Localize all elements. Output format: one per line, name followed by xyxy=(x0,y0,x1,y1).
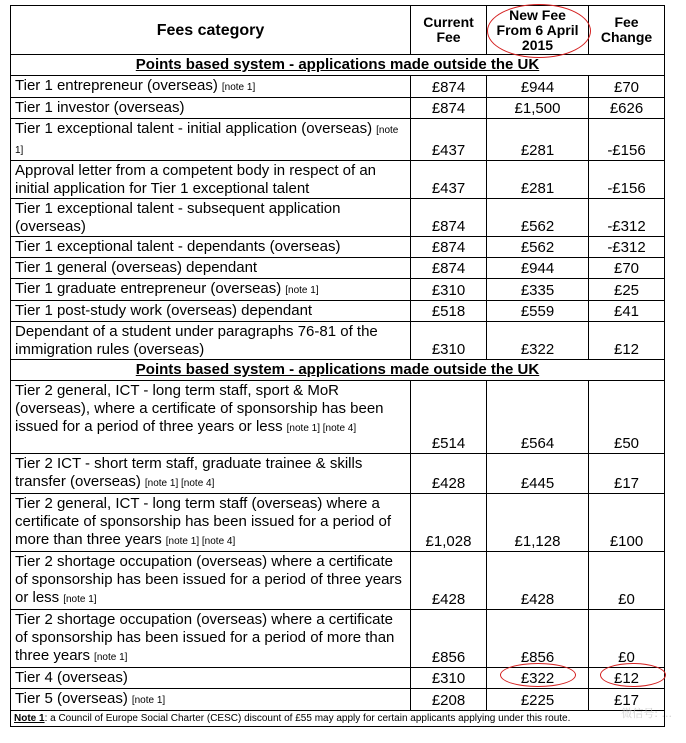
fees-table xyxy=(10,5,665,727)
new-fee: £944 xyxy=(487,76,589,98)
fee-category xyxy=(11,689,411,711)
new-fee: £225 xyxy=(487,689,589,711)
fee-category xyxy=(11,301,411,322)
fee-row xyxy=(11,76,665,98)
current-fee: £874 xyxy=(411,237,487,258)
fee-row xyxy=(11,322,665,360)
fee-row xyxy=(11,119,665,161)
fee-category xyxy=(11,381,411,454)
footnote-label: Note 1 xyxy=(14,713,45,724)
fee-category-label: Tier 1 general (overseas) dependant xyxy=(15,259,258,276)
current-fee: £514 xyxy=(411,381,487,454)
footnote-text: : a Council of Europe Social Charter (CESC) discount of £55 may apply for certain applicants applying under this route. xyxy=(44,713,571,724)
fee-change: £0 xyxy=(589,552,665,610)
footnote-row xyxy=(11,711,665,727)
fee-change: £17 xyxy=(589,689,665,711)
fee-category xyxy=(11,76,411,98)
header-fee-change: Fee Change xyxy=(589,6,665,55)
new-fee: £322 xyxy=(487,322,589,360)
fee-note: [note 1] xyxy=(285,285,319,296)
fee-row xyxy=(11,381,665,454)
section-row xyxy=(11,360,665,381)
fee-change: -£312 xyxy=(589,237,665,258)
fee-category-label: Tier 2 shortage occupation (overseas) where a certificate of sponsorship has been issued for a period of three years or less xyxy=(15,553,402,606)
current-fee: £437 xyxy=(411,119,487,161)
fee-note: [note 1] xyxy=(221,82,256,93)
fee-category xyxy=(11,610,411,668)
header-new-fee: New Fee From 6 April 2015 xyxy=(487,6,589,55)
fee-category-label: Tier 1 entrepreneur (overseas) xyxy=(15,77,218,94)
fee-category-label: Tier 1 exceptional talent - subsequent application (overseas) xyxy=(15,200,341,235)
current-fee: £428 xyxy=(411,552,487,610)
fee-row xyxy=(11,454,665,494)
fee-category-label: Dependant of a student under paragraphs 76-81 of the immigration rules (overseas) xyxy=(15,323,378,358)
fee-note: [note 1] xyxy=(94,652,128,663)
new-fee: £428 xyxy=(487,552,589,610)
current-fee: £310 xyxy=(411,668,487,689)
fee-note: [note 1] xyxy=(131,695,166,706)
fee-category xyxy=(11,199,411,237)
new-fee: £445 xyxy=(487,454,589,494)
fee-note: [note 1] [note 4] xyxy=(286,423,357,434)
fee-category xyxy=(11,279,411,301)
fee-category-label: Tier 2 general, ICT - long term staff, sport & MoR (overseas), where a certificate of sponsorship has been issued for a period of three years or less xyxy=(15,382,384,435)
current-fee: £856 xyxy=(411,610,487,668)
fee-change: £17 xyxy=(589,454,665,494)
current-fee: £874 xyxy=(411,199,487,237)
section-title: Points based system - applications made outside the UK xyxy=(11,360,665,381)
fee-category xyxy=(11,98,411,119)
fees-document xyxy=(10,5,674,727)
fee-category xyxy=(11,322,411,360)
fee-change: £70 xyxy=(589,76,665,98)
fee-category xyxy=(11,161,411,199)
new-fee: £562 xyxy=(487,237,589,258)
fee-category-label: Tier 1 exceptional talent - dependants (overseas) xyxy=(15,238,341,255)
fee-change: £12 xyxy=(589,668,665,689)
fee-row xyxy=(11,689,665,711)
fee-category xyxy=(11,237,411,258)
header-category: Fees category xyxy=(11,6,411,55)
fee-category-label: Tier 1 graduate entrepreneur (overseas) xyxy=(15,280,282,297)
fee-note: [note 1] xyxy=(63,594,97,605)
current-fee: £874 xyxy=(411,258,487,279)
fee-change: £100 xyxy=(589,494,665,552)
fee-row xyxy=(11,279,665,301)
fee-row xyxy=(11,258,665,279)
new-fee: £562 xyxy=(487,199,589,237)
fee-category-label: Tier 1 post-study work (overseas) dependant xyxy=(15,302,313,319)
fee-row xyxy=(11,301,665,322)
fee-category xyxy=(11,494,411,552)
new-fee: £1,128 xyxy=(487,494,589,552)
fee-note: [note 1] [note 4] xyxy=(165,536,236,547)
section-title: Points based system - applications made outside the UK xyxy=(11,55,665,76)
new-fee: £335 xyxy=(487,279,589,301)
fee-change: £41 xyxy=(589,301,665,322)
fee-change: £50 xyxy=(589,381,665,454)
current-fee: £208 xyxy=(411,689,487,711)
fee-category-label: Tier 2 shortage occupation (overseas) where a certificate of sponsorship has been issued for a period of more than three years xyxy=(15,611,395,664)
current-fee: £518 xyxy=(411,301,487,322)
fee-change: £12 xyxy=(589,322,665,360)
current-fee: £874 xyxy=(411,76,487,98)
new-fee: £1,500 xyxy=(487,98,589,119)
new-fee: £564 xyxy=(487,381,589,454)
new-fee: £281 xyxy=(487,119,589,161)
new-fee: £944 xyxy=(487,258,589,279)
fee-change: -£156 xyxy=(589,119,665,161)
fee-change: £25 xyxy=(589,279,665,301)
footnote xyxy=(11,711,665,727)
fee-row xyxy=(11,98,665,119)
fee-category xyxy=(11,119,411,161)
current-fee: £874 xyxy=(411,98,487,119)
fee-category-label: Tier 2 general, ICT - long term staff (overseas) where a certificate of sponsorship has been issued for a period of more than three years xyxy=(15,495,392,548)
fee-category-label: Tier 1 investor (overseas) xyxy=(15,99,185,116)
fees-table-body xyxy=(11,55,665,711)
current-fee: £310 xyxy=(411,279,487,301)
new-fee: £559 xyxy=(487,301,589,322)
fee-row xyxy=(11,161,665,199)
fee-category xyxy=(11,668,411,689)
current-fee: £310 xyxy=(411,322,487,360)
fee-note: [note 1] [note 4] xyxy=(144,478,215,489)
fee-row xyxy=(11,494,665,552)
fee-change: -£312 xyxy=(589,199,665,237)
fee-category-label: Approval letter from a competent body in respect of an initial application for Tier 1 exceptional talent xyxy=(15,162,377,197)
fee-category xyxy=(11,552,411,610)
fee-row xyxy=(11,668,665,689)
fee-change: £0 xyxy=(589,610,665,668)
fee-category-label: Tier 2 ICT - short term staff, graduate trainee & skills transfer (overseas) xyxy=(15,455,363,490)
fee-note: [note 1] xyxy=(15,125,399,156)
header-current-fee: Current Fee xyxy=(411,6,487,55)
fee-category-label: Tier 5 (overseas) xyxy=(15,690,128,707)
current-fee: £437 xyxy=(411,161,487,199)
fee-row xyxy=(11,237,665,258)
fee-row xyxy=(11,199,665,237)
fee-change: -£156 xyxy=(589,161,665,199)
fee-change: £70 xyxy=(589,258,665,279)
watermark: 微信号: ... xyxy=(621,707,672,720)
fee-category xyxy=(11,454,411,494)
fee-row xyxy=(11,552,665,610)
fee-row xyxy=(11,610,665,668)
fee-category-label: Tier 1 exceptional talent - initial application (overseas) xyxy=(15,120,373,137)
section-row xyxy=(11,55,665,76)
fee-change: £626 xyxy=(589,98,665,119)
new-fee: £856 xyxy=(487,610,589,668)
current-fee: £1,028 xyxy=(411,494,487,552)
new-fee: £322 xyxy=(487,668,589,689)
current-fee: £428 xyxy=(411,454,487,494)
fee-category-label: Tier 4 (overseas) xyxy=(15,669,128,686)
fee-category xyxy=(11,258,411,279)
header-row xyxy=(11,6,665,55)
new-fee: £281 xyxy=(487,161,589,199)
